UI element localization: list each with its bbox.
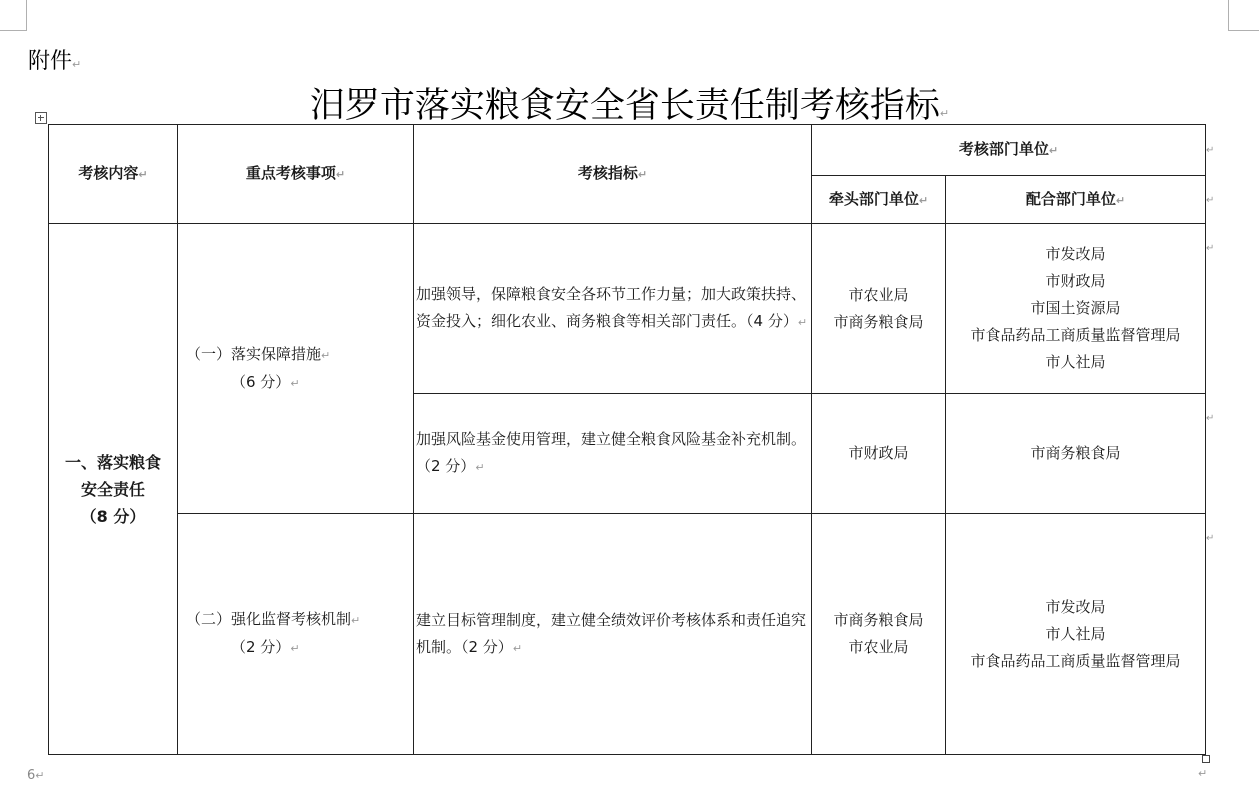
category-line: 一、落实粮食 — [64, 452, 161, 472]
lead-dept-cell — [812, 224, 946, 394]
table-resize-handle[interactable] — [1202, 755, 1210, 763]
header-indicator: 考核指标↵ — [414, 125, 812, 224]
dept-name: 市发改局 — [1045, 597, 1106, 616]
dept-name: 市人社局 — [1045, 624, 1106, 643]
category-cell — [49, 224, 178, 755]
lead-dept-cell — [812, 514, 946, 755]
row-end-mark: ↵ — [1206, 243, 1215, 254]
key-item-score: （6 分） — [231, 372, 291, 391]
table-move-handle-icon[interactable] — [35, 112, 47, 124]
table-row — [49, 514, 1206, 755]
dept-name: 市商务粮食局 — [1030, 444, 1121, 462]
header-dept-group: 考核部门单位↵ — [812, 125, 1206, 176]
dept-name: 市商务粮食局 — [833, 312, 924, 331]
lead-dept-cell — [812, 394, 946, 514]
header-row — [49, 125, 1206, 176]
dept-name: 市财政局 — [1045, 272, 1106, 290]
crop-mark-top-left — [0, 0, 27, 31]
indicator-cell: 加强风险基金使用管理，建立健全粮食风险基金补充机制。（2 分）↵ — [414, 394, 812, 514]
indicator-cell: 加强领导，保障粮食安全各环节工作力量；加大政策扶持、资金投入；细化农业、商务粮食等相关部门责任。（4 分）↵ — [414, 224, 812, 394]
header-coop-dept: 配合部门单位↵ — [946, 176, 1206, 224]
key-item-cell: （一）落实保障措施↵ （6 分）↵ — [178, 224, 414, 514]
key-item-score: （2 分） — [231, 638, 291, 656]
header-key-items: 重点考核事项↵ — [178, 125, 414, 224]
coop-dept-cell — [946, 394, 1206, 514]
row-end-mark: ↵ — [1206, 145, 1215, 156]
table-row — [49, 224, 1206, 394]
row-end-mark: ↵ — [1206, 533, 1215, 544]
crop-mark-top-right — [1228, 0, 1259, 31]
dept-name: 市财政局 — [848, 444, 909, 462]
attachment-label: 附件↵ — [28, 49, 82, 74]
row-end-mark: ↵ — [1206, 195, 1215, 206]
assessment-table — [48, 124, 1206, 755]
indicator-cell: 建立目标管理制度，建立健全绩效评价考核体系和责任追究机制。（2 分）↵ — [414, 514, 812, 755]
dept-name: 市商务粮食局 — [833, 611, 924, 629]
dept-name: 市人社局 — [1045, 353, 1106, 371]
key-item-label: （一）落实保障措施 — [186, 344, 322, 363]
dept-name: 市食品药品工商质量监督管理局 — [970, 651, 1181, 670]
coop-dept-cell — [946, 514, 1206, 755]
key-item-cell: （二）强化监督考核机制↵ （2 分）↵ — [178, 514, 414, 755]
category-line: 安全责任 — [80, 479, 145, 499]
coop-dept-cell — [946, 224, 1206, 394]
key-item-label: （二）强化监督考核机制 — [186, 610, 352, 628]
header-content: 考核内容↵ — [49, 125, 178, 224]
header-lead-dept: 牵头部门单位↵ — [812, 176, 946, 224]
dept-name: 市国土资源局 — [1030, 299, 1121, 317]
dept-name: 市农业局 — [848, 285, 909, 304]
dept-name: 市农业局 — [848, 638, 909, 656]
page-number: 6↵ — [27, 768, 45, 783]
paragraph-mark: ↵ — [1198, 767, 1208, 780]
dept-name: 市食品药品工商质量监督管理局 — [970, 326, 1181, 344]
document-title: 汨罗市落实粮食安全省长责任制考核指标↵ — [309, 86, 950, 126]
row-end-mark: ↵ — [1206, 413, 1215, 424]
category-line: （8 分） — [80, 506, 146, 526]
dept-name: 市发改局 — [1045, 245, 1106, 263]
